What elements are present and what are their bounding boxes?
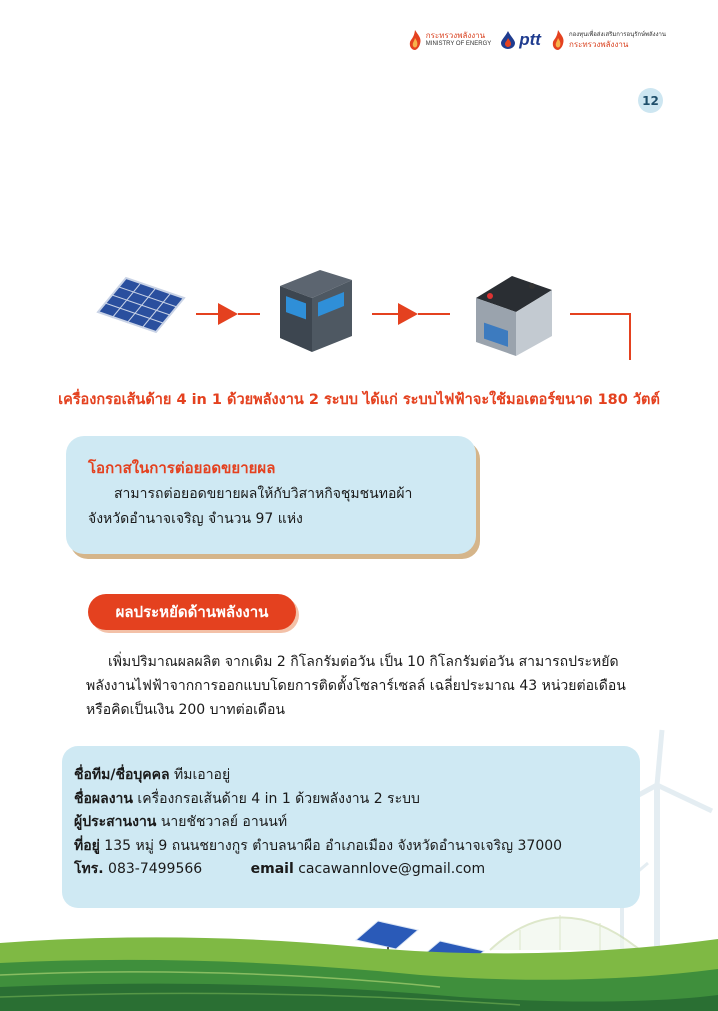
hill-mid bbox=[0, 960, 718, 1011]
fund-line2: กระทรวงพลังงาน bbox=[568, 40, 629, 49]
saving-line3: หรือคิดเป็นเงิน 200 บาทต่อเดือน bbox=[86, 702, 286, 718]
flame-icon bbox=[408, 30, 422, 50]
arrow-right-icon bbox=[196, 303, 260, 325]
team-label: ชื่อทีม/ชื่อบุคคล bbox=[74, 767, 170, 783]
saving-line1: เพิ่มปริมาณผลผลิต จากเดิม 2 กิโลกรัมต่อวัน เป็น 10 กิโลกรัมต่อวัน สามารถประหยัด bbox=[108, 654, 619, 670]
address-label: ที่อยู่ bbox=[74, 837, 100, 854]
opportunity-title: โอกาสในการต่อยอดขยายผล bbox=[88, 459, 276, 477]
process-diagram bbox=[0, 130, 718, 360]
phone-label: โทร. bbox=[74, 861, 104, 877]
solar-panel-icon bbox=[98, 278, 184, 332]
fund-logo bbox=[551, 30, 666, 50]
ministry-logo bbox=[408, 30, 491, 50]
charge-controller-icon bbox=[280, 270, 352, 352]
work-row bbox=[74, 788, 640, 812]
coordinator-row bbox=[74, 811, 640, 835]
phone-email-row bbox=[74, 858, 640, 882]
address-row bbox=[74, 835, 640, 859]
team-row bbox=[74, 764, 640, 788]
header-logos bbox=[408, 30, 666, 50]
hill-light bbox=[0, 937, 718, 1011]
hill-dark bbox=[0, 984, 718, 1011]
ptt-wordmark: ptt bbox=[519, 30, 541, 49]
work-label: ชื่อผลงาน bbox=[74, 790, 133, 807]
ptt-logo bbox=[501, 30, 541, 50]
email-label: email bbox=[250, 861, 294, 877]
diagram-caption: เครื่องกรอเส้นด้าย 4 in 1 ด้วยพลังงาน 2 ระบบ ได้แก่ ระบบไฟฟ้าจะใช้มอเตอร์ขนาด 180 วัตต์ bbox=[58, 392, 660, 408]
work-value: เครื่องกรอเส้นด้าย 4 in 1 ด้วยพลังงาน 2 ระบบ bbox=[137, 790, 420, 807]
team-value: ทีมเอาอยู่ bbox=[174, 767, 231, 783]
saving-text bbox=[86, 650, 646, 722]
saving-line2: พลังงานไฟฟ้าจากการออกแบบโดยการติดตั้งโซลาร์เซลล์ เฉลี่ยประมาณ 43 หน่วยต่อเดือน bbox=[86, 678, 626, 694]
page-number: 12 bbox=[638, 88, 663, 113]
arrow-right-icon bbox=[372, 303, 450, 325]
ministry-thai: กระทรวงพลังงาน bbox=[425, 31, 486, 40]
contact-box bbox=[62, 746, 640, 908]
fund-line1: กองทุนเพื่อส่งเสริมการอนุรักษ์พลังงาน bbox=[568, 32, 666, 38]
battery-icon bbox=[476, 276, 552, 356]
address-value: 135 หมู่ 9 ถนนชยางกูร ตำบลนาผือ อำเภอเมือง จังหวัดอำนาจเจริญ 37000 bbox=[104, 837, 563, 854]
flame-icon bbox=[551, 30, 565, 50]
ministry-en: MINISTRY OF ENERGY bbox=[425, 41, 492, 47]
arrow-down-icon bbox=[570, 314, 641, 360]
opportunity-line2: จังหวัดอำนาจเจริญ จำนวน 97 แห่ง bbox=[88, 511, 303, 527]
opportunity-box bbox=[66, 436, 476, 554]
saving-title-pill: ผลประหยัดด้านพลังงาน bbox=[88, 594, 296, 630]
ground-solar-panel-icon bbox=[356, 921, 484, 983]
coordinator-label: ผู้ประสานงาน bbox=[74, 814, 157, 830]
opportunity-line1: สามารถต่อยอดขยายผลให้กับวิสาหกิจชุมชนทอผ้า bbox=[114, 486, 413, 502]
greenhouse-icon bbox=[490, 915, 640, 950]
phone-value[interactable]: 083-7499566 bbox=[108, 861, 203, 877]
ptt-drop-icon bbox=[501, 31, 515, 49]
email-value[interactable]: cacawannlove@gmail.com bbox=[298, 861, 486, 877]
coordinator-value: นายชัชวาลย์ อานนท์ bbox=[160, 814, 288, 830]
